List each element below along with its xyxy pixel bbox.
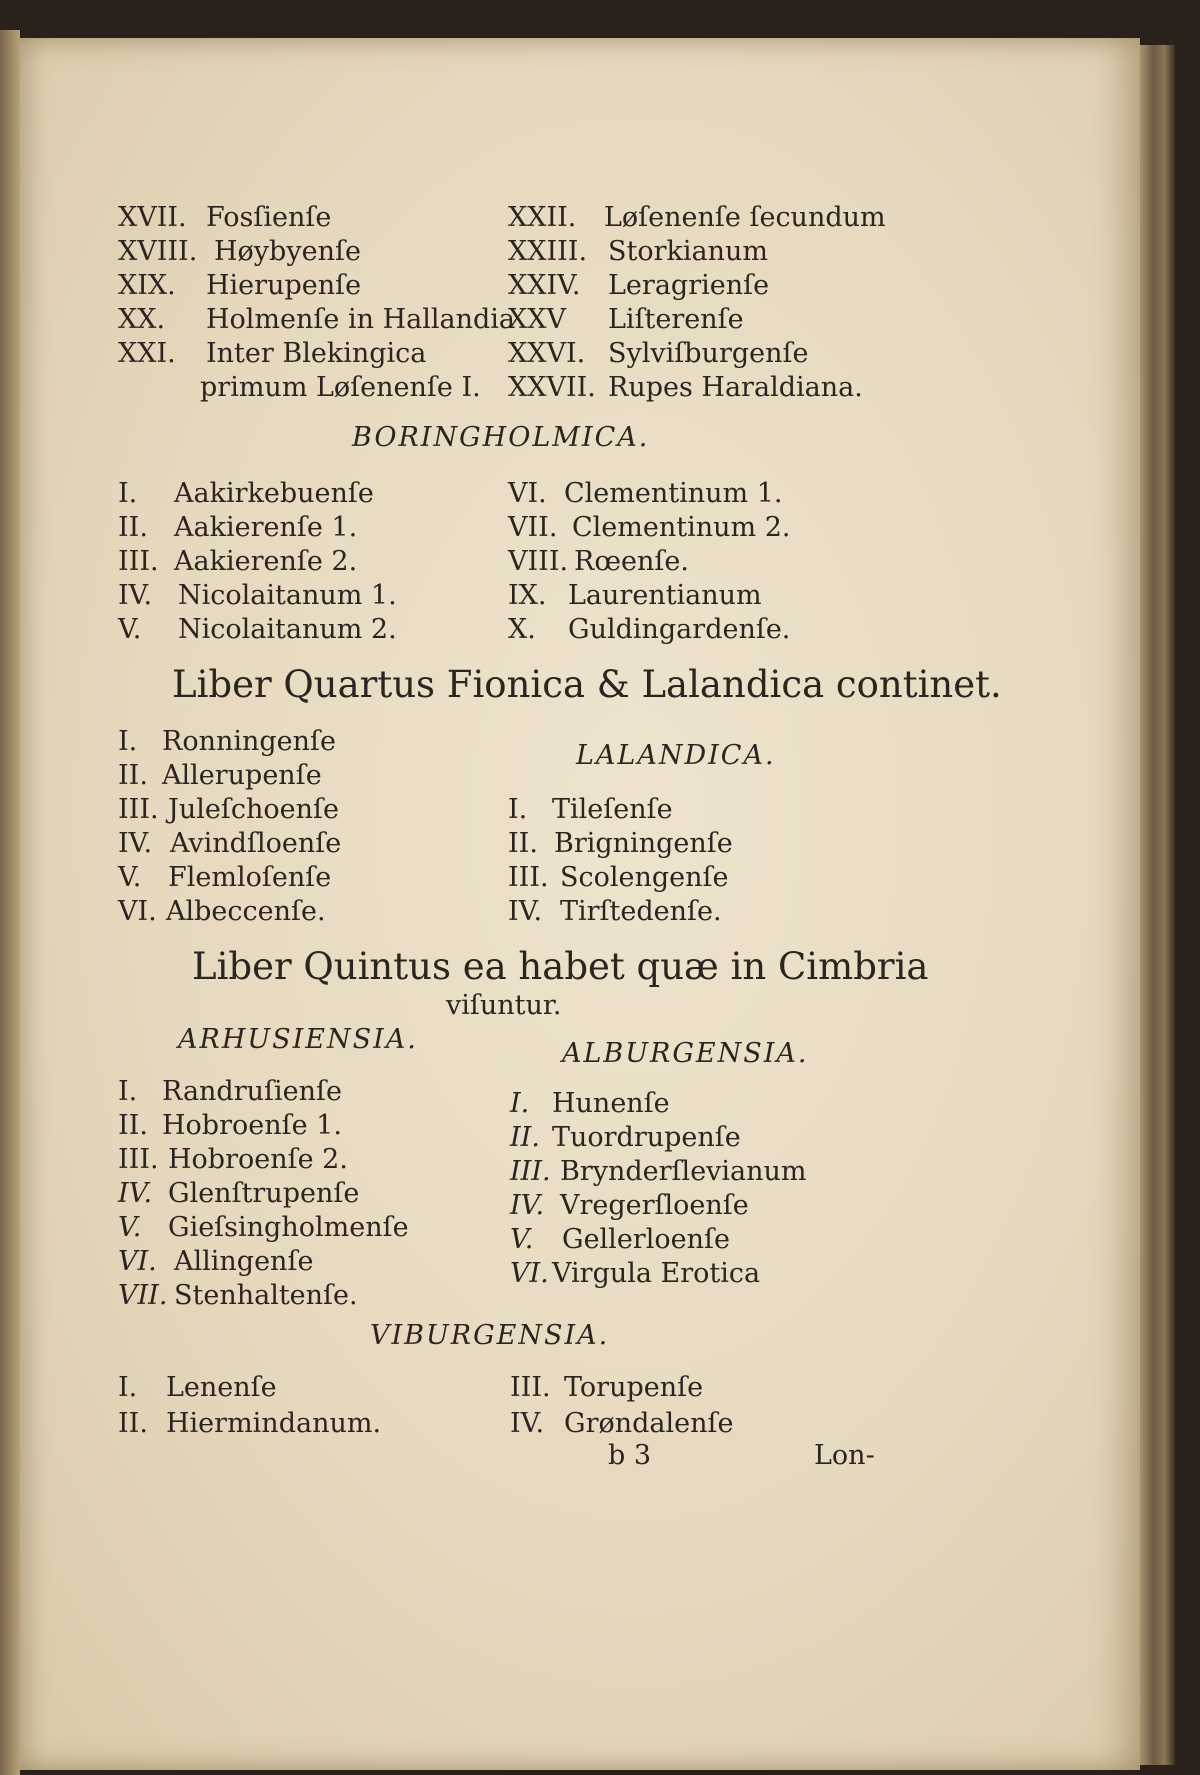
item-number: VIII. — [508, 546, 569, 577]
item-name: Sylviſburgenſe — [608, 338, 809, 369]
item-number: II. — [508, 828, 538, 859]
item-number: III. — [510, 1372, 551, 1403]
item-name: Høybyenſe — [214, 236, 361, 267]
list-item — [508, 616, 790, 643]
item-name: Nicolaitanum 1. — [178, 580, 397, 611]
item-number: IX. — [508, 580, 547, 611]
item-number: I. — [118, 1372, 138, 1403]
item-name: Liſterenſe — [608, 304, 744, 335]
item-name: Scolengenſe — [560, 862, 729, 893]
item-number: I. — [118, 1076, 138, 1107]
item-number: XXII. — [508, 202, 577, 233]
item-number: IV. — [118, 580, 153, 611]
item-name: Grøndalenſe — [564, 1408, 734, 1439]
list-item — [118, 1282, 358, 1309]
item-number: IV. — [508, 896, 543, 927]
list-item — [118, 830, 341, 857]
list-item — [118, 340, 426, 367]
list-item — [118, 728, 336, 755]
item-name: Clementinum 1. — [564, 478, 783, 509]
item-name: Holmenſe in Hallandia — [206, 304, 515, 335]
list-item — [118, 480, 374, 507]
item-number: I. — [510, 1088, 530, 1119]
item-number: VI. — [508, 478, 547, 509]
list-item — [118, 1214, 409, 1241]
list-item — [508, 306, 744, 333]
list-item — [510, 1090, 670, 1117]
item-name: Aakierenſe 2. — [174, 546, 358, 577]
list-item — [508, 204, 886, 231]
item-number: II. — [510, 1122, 540, 1153]
list-item — [508, 272, 769, 299]
list-item — [118, 1146, 348, 1173]
item-name: Nicolaitanum 2. — [178, 614, 397, 645]
item-number: IV. — [118, 1178, 153, 1209]
item-number: VI. — [510, 1258, 549, 1289]
item-name: Gieſsingholmenſe — [168, 1212, 409, 1243]
item-number: III. — [118, 1144, 159, 1175]
section-title-lalandica: LALANDICA. — [576, 740, 776, 771]
list-item — [508, 830, 733, 857]
section-title-arhusiensia: ARHUSIENSIA. — [178, 1024, 418, 1055]
list-item — [118, 306, 515, 333]
item-number: V. — [118, 614, 142, 645]
item-number: VII. — [508, 512, 558, 543]
item-number: XVIII. — [118, 236, 198, 267]
item-name: Allerupenſe — [162, 760, 322, 791]
item-name: Randruſienſe — [162, 1076, 342, 1107]
list-item — [118, 204, 331, 231]
item-number: VI. — [118, 896, 157, 927]
item-name: Flemloſenſe — [168, 862, 332, 893]
item-name: Tuordrupenſe — [552, 1122, 741, 1153]
list-item — [508, 514, 790, 541]
item-number: XXIV. — [508, 270, 581, 301]
section-title-viburgensia: VIBURGENSIA. — [370, 1320, 610, 1351]
list-item — [508, 340, 808, 367]
list-item — [508, 898, 722, 925]
item-name: Storkianum — [608, 236, 768, 267]
list-item — [118, 1180, 359, 1207]
list-item — [118, 1078, 342, 1105]
item-name: Albeccenſe. — [166, 896, 326, 927]
item-name: Brigningenſe — [554, 828, 733, 859]
item-number: V. — [118, 1212, 142, 1243]
list-item — [510, 1158, 807, 1185]
item-number: XXVII. — [508, 372, 596, 403]
list-item — [508, 480, 782, 507]
list-item — [118, 514, 357, 541]
item-number: II. — [118, 512, 148, 543]
item-number: XXIII. — [508, 236, 588, 267]
item-name: Inter Blekingica — [206, 338, 427, 369]
item-number: II. — [118, 1408, 148, 1439]
item-name: Laurentianum — [568, 580, 762, 611]
item-number: IV. — [510, 1190, 545, 1221]
item-name: Hobroenſe 2. — [168, 1144, 348, 1175]
item-name: Clementinum 2. — [572, 512, 791, 543]
item-name: Rupes Haraldiana. — [608, 372, 863, 403]
list-item — [118, 1248, 313, 1275]
item-number: X. — [508, 614, 536, 645]
list-item — [510, 1374, 703, 1401]
list-item — [508, 582, 762, 609]
signature-mark: b 3 — [608, 1440, 652, 1471]
item-name: Rœenſe. — [574, 546, 689, 577]
list-item — [510, 1260, 760, 1287]
list-item — [118, 238, 361, 265]
item-name: primum Løſenenſe I. — [200, 372, 481, 403]
item-name: Tileſenſe — [552, 794, 673, 825]
item-number: III. — [118, 794, 159, 825]
item-name: Leragrienſe — [608, 270, 770, 301]
item-number: VI. — [118, 1246, 157, 1277]
item-number: III. — [118, 546, 159, 577]
list-item — [510, 1192, 749, 1219]
item-number: IV. — [118, 828, 153, 859]
book-binding-edge — [0, 30, 20, 1775]
item-name: Torupenſe — [564, 1372, 704, 1403]
item-name: Tirſtedenſe. — [560, 896, 722, 927]
section-title-alburgensia: ALBURGENSIA. — [562, 1038, 809, 1069]
item-number: XXVI. — [508, 338, 586, 369]
item-name: Løſenenſe ſecundum — [604, 202, 886, 233]
item-number: I. — [118, 726, 138, 757]
item-name: Aakirkebuenſe — [174, 478, 374, 509]
item-number: XXV — [508, 304, 566, 335]
section-title-boringholmica: BORINGHOLMICA. — [352, 422, 650, 453]
heading-liber-quintus-continued: viſuntur. — [446, 990, 562, 1021]
item-number: XXI. — [118, 338, 176, 369]
item-name: Juleſchoenſe — [168, 794, 339, 825]
list-item — [508, 238, 768, 265]
item-name: Stenhaltenſe. — [174, 1280, 358, 1311]
list-item — [508, 796, 673, 823]
catchword: Lon- — [814, 1440, 875, 1471]
page-fore-edge — [1140, 45, 1175, 1765]
list-item — [118, 1112, 342, 1139]
list-item — [118, 1374, 277, 1401]
list-item — [200, 374, 481, 401]
list-item — [510, 1124, 741, 1151]
item-name: Guldingardenſe. — [568, 614, 791, 645]
item-number: XX. — [118, 304, 166, 335]
list-item — [508, 864, 729, 891]
list-item — [508, 548, 689, 575]
list-item — [510, 1226, 730, 1253]
item-name: Lenenſe — [166, 1372, 277, 1403]
list-item — [118, 1410, 381, 1437]
item-number: I. — [118, 478, 138, 509]
item-name: Hierupenſe — [206, 270, 362, 301]
item-number: III. — [508, 862, 549, 893]
list-item — [118, 272, 361, 299]
item-number: III. — [510, 1156, 551, 1187]
item-name: Ronningenſe — [162, 726, 337, 757]
item-name: Virgula Erotica — [552, 1258, 761, 1289]
item-name: Glenſtrupenſe — [168, 1178, 360, 1209]
item-number: V. — [510, 1224, 534, 1255]
list-item — [118, 582, 397, 609]
item-name: Avindſloenſe — [170, 828, 342, 859]
item-number: XIX. — [118, 270, 176, 301]
heading-liber-quintus: Liber Quintus ea habet quæ in Cimbria — [192, 945, 929, 988]
list-item — [118, 548, 357, 575]
item-name: Hunenſe — [552, 1088, 670, 1119]
list-item — [118, 898, 326, 925]
item-name: Vregerſloenſe — [560, 1190, 749, 1221]
list-item — [118, 616, 397, 643]
list-item — [118, 864, 331, 891]
item-number: II. — [118, 1110, 148, 1141]
item-name: Brynderſlevianum — [560, 1156, 807, 1187]
list-item — [510, 1410, 733, 1437]
heading-liber-quartus: Liber Quartus Fionica & Lalandica continet. — [172, 663, 1002, 706]
item-number: II. — [118, 760, 148, 791]
item-name: Hobroenſe 1. — [162, 1110, 342, 1141]
item-name: Gellerloenſe — [562, 1224, 730, 1255]
item-number: XVII. — [118, 202, 187, 233]
list-item — [508, 374, 863, 401]
item-number: I. — [508, 794, 528, 825]
item-name: Hiermindanum. — [166, 1408, 382, 1439]
item-number: VII. — [118, 1280, 168, 1311]
list-item — [118, 796, 339, 823]
item-name: Fosſienſe — [206, 202, 332, 233]
item-number: IV. — [510, 1408, 545, 1439]
item-number: V. — [118, 862, 142, 893]
list-item — [118, 762, 322, 789]
item-name: Allingenſe — [174, 1246, 314, 1277]
item-name: Aakierenſe 1. — [174, 512, 358, 543]
